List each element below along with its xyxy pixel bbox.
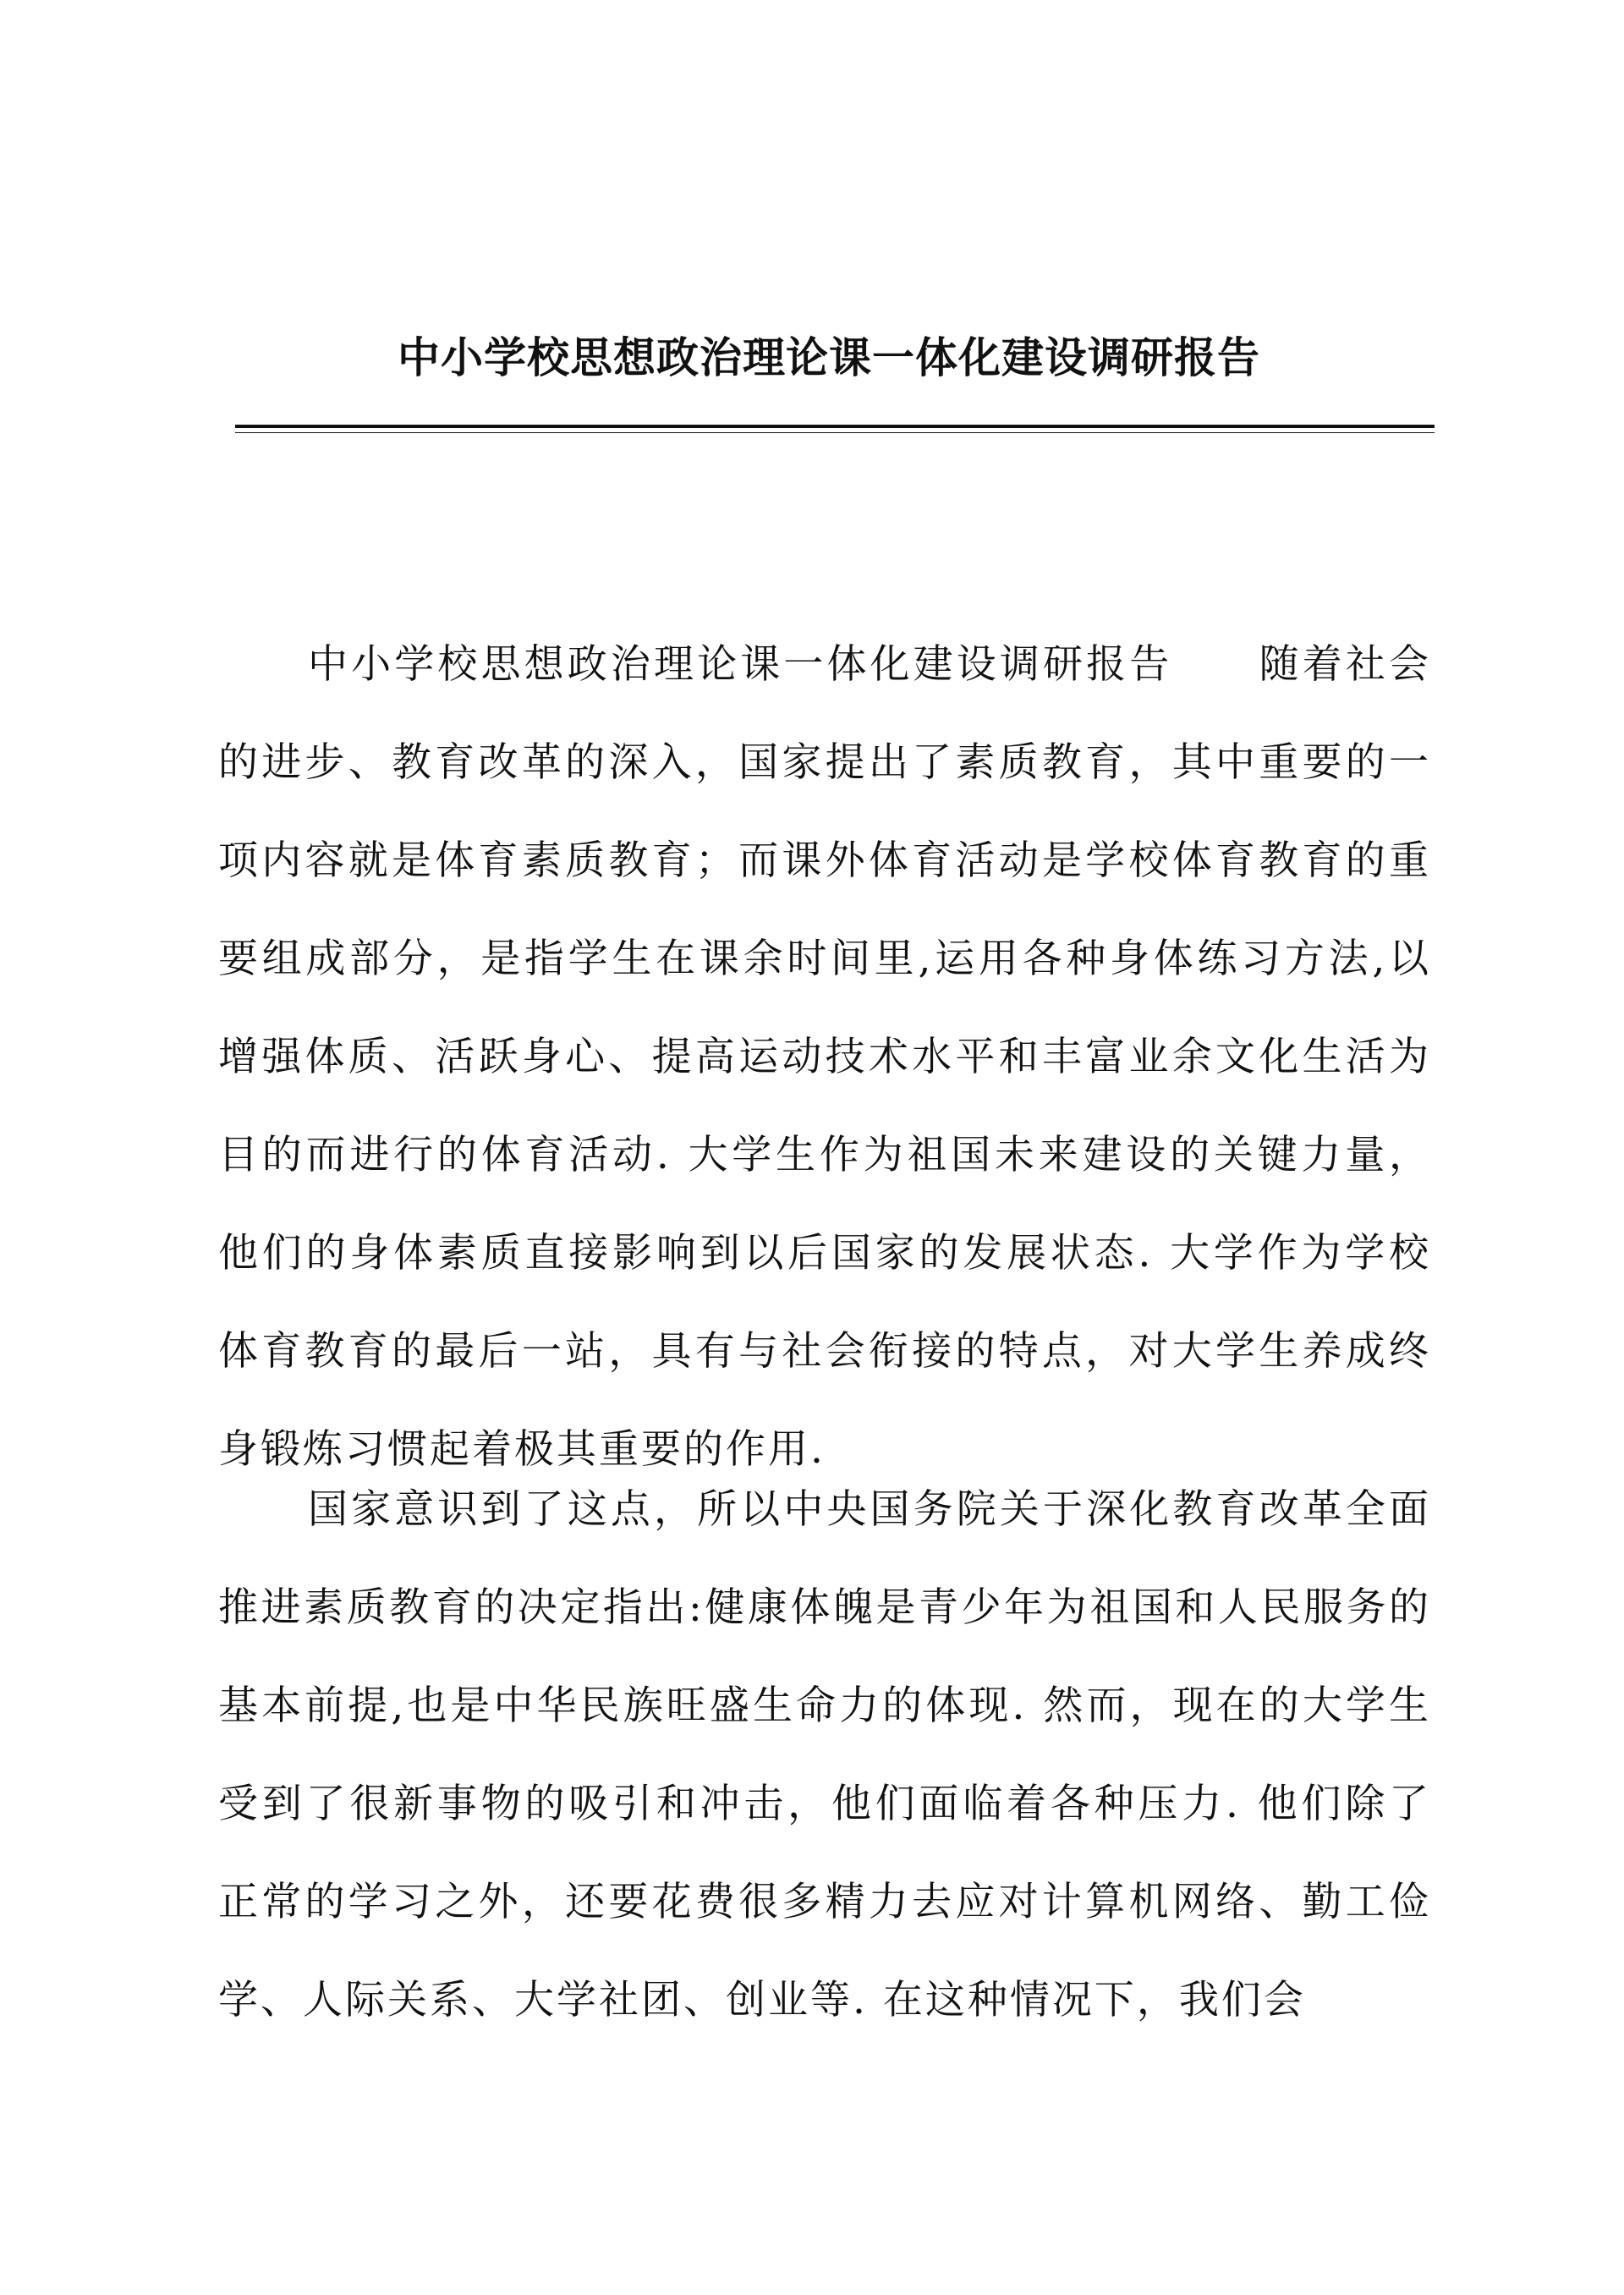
body-paragraph-1: 中小学校思想政治理论课一体化建设调研报告 随着社会的进步、教育改革的深入，国家提出了素质教育，其中重要的一项内容就是体育素质教育；而课外体育活动是学校体育教育的重要组成部分，是指学生在课余时间里,运用各种身体练习方法,以增强体质、活跃身心、提高运动技术水平和丰富业余文化生活为目的而进行的体育活动. 大学生作为祖国未来建设的关键力量，他们的身体素质直接影响到以后国家的发展状态. 大学作为学校体育教育的最后一站，具有与社会衔接的特点，对大学生养成终身锻炼习惯起着极其重要的作用. xyxy=(218,641,1431,1473)
title-divider-thin xyxy=(235,432,1435,433)
body-paragraph-2: 国家意识到了这点，所以中央国务院关于深化教育改革全面推进素质教育的决定指出:健康体魄是青少年为祖国和人民服务的基本前提,也是中华民族旺盛生命力的体现. 然而，现在的大学生受到了很新事物的吸引和冲击，他们面临着各种压力. 他们除了正常的学习之外，还要花费很多精力去应对计算机网络、勤工俭学、人际关系、大学社团、创业等. 在这种情况下，我们会 xyxy=(218,1486,1431,2023)
title-divider-thick xyxy=(235,425,1435,428)
document-title: 中小学校思想政治理论课一体化建设调研报告 xyxy=(398,333,1260,382)
